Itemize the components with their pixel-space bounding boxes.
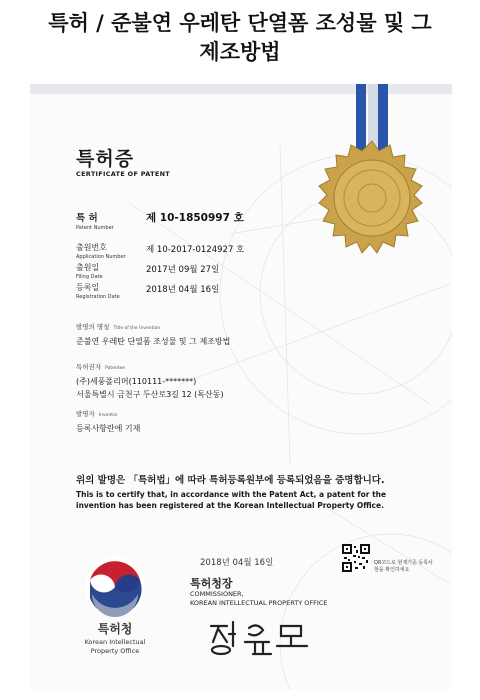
filing-date-value: 2017년 09월 27일	[146, 265, 220, 275]
certificate-title: 특허증	[76, 148, 135, 170]
registration-date-label: 등록일 Registration Date	[76, 283, 120, 300]
heading-line-2: 제조방법	[199, 39, 281, 64]
invention-title-value: 준불연 우레탄 단열폼 조성물 및 그 제조방법	[76, 337, 231, 346]
commissioner-title-ko: 특허청장	[190, 577, 233, 590]
application-number-label: 출원번호 Application Number	[76, 243, 126, 260]
application-number-value: 제 10-2017-0124927 호	[146, 245, 245, 255]
inventor-label: 발명자 Inventor	[76, 410, 118, 418]
issue-date: 2018년 04월 16일	[200, 558, 274, 568]
qr-code-icon	[342, 544, 370, 572]
office-name-en: Korean Intellectual Property Office	[84, 638, 146, 655]
certificate-title-en: CERTIFICATE OF PATENT	[76, 170, 171, 178]
invention-title-label: 발명의 명칭 Title of the Invention	[76, 323, 161, 331]
commissioner-signature	[205, 616, 315, 658]
patent-number-label: 특 허 Patent Number	[76, 213, 114, 231]
office-name-ko: 특허청	[97, 622, 133, 636]
filing-date-label: 출원일 Filing Date	[76, 263, 103, 280]
kipo-taegeuk-logo-icon	[82, 554, 148, 620]
inventor-value: 등록사항란에 기재	[76, 424, 141, 433]
commissioner-title-en: COMMISSIONER, KOREAN INTELLECTUAL PROPERTY OFFICE	[190, 590, 328, 607]
qr-note: QR코드로 현재기준 등록사항을 확인하세요	[374, 560, 433, 573]
patentee-name: (주)세풍폴리머(110111-*******)	[76, 377, 197, 386]
registration-date-value: 2018년 04월 16일	[146, 285, 220, 295]
certification-statement-ko: 위의 발명은 「특허법」에 따라 특허등록원부에 등록되었음을 증명합니다.	[76, 475, 385, 486]
patentee-address: 서울특별시 금천구 두산로3길 12 (독산동)	[76, 390, 224, 399]
patent-number-value: 제 10-1850997 호	[146, 212, 244, 224]
page-heading	[0, 8, 480, 66]
patent-certificate	[30, 84, 452, 690]
patentee-label: 특허권자 Patentee	[76, 363, 126, 371]
heading-line-1: 특허 / 준불연 우레탄 단열폼 조성물 및 그	[48, 10, 432, 35]
gold-seal-icon	[312, 139, 432, 259]
certification-statement-en: This is to certify that, in accordance with the Patent Act, a patent for the invention has been registered at the Korean Intellectual Property Office.	[76, 490, 387, 510]
